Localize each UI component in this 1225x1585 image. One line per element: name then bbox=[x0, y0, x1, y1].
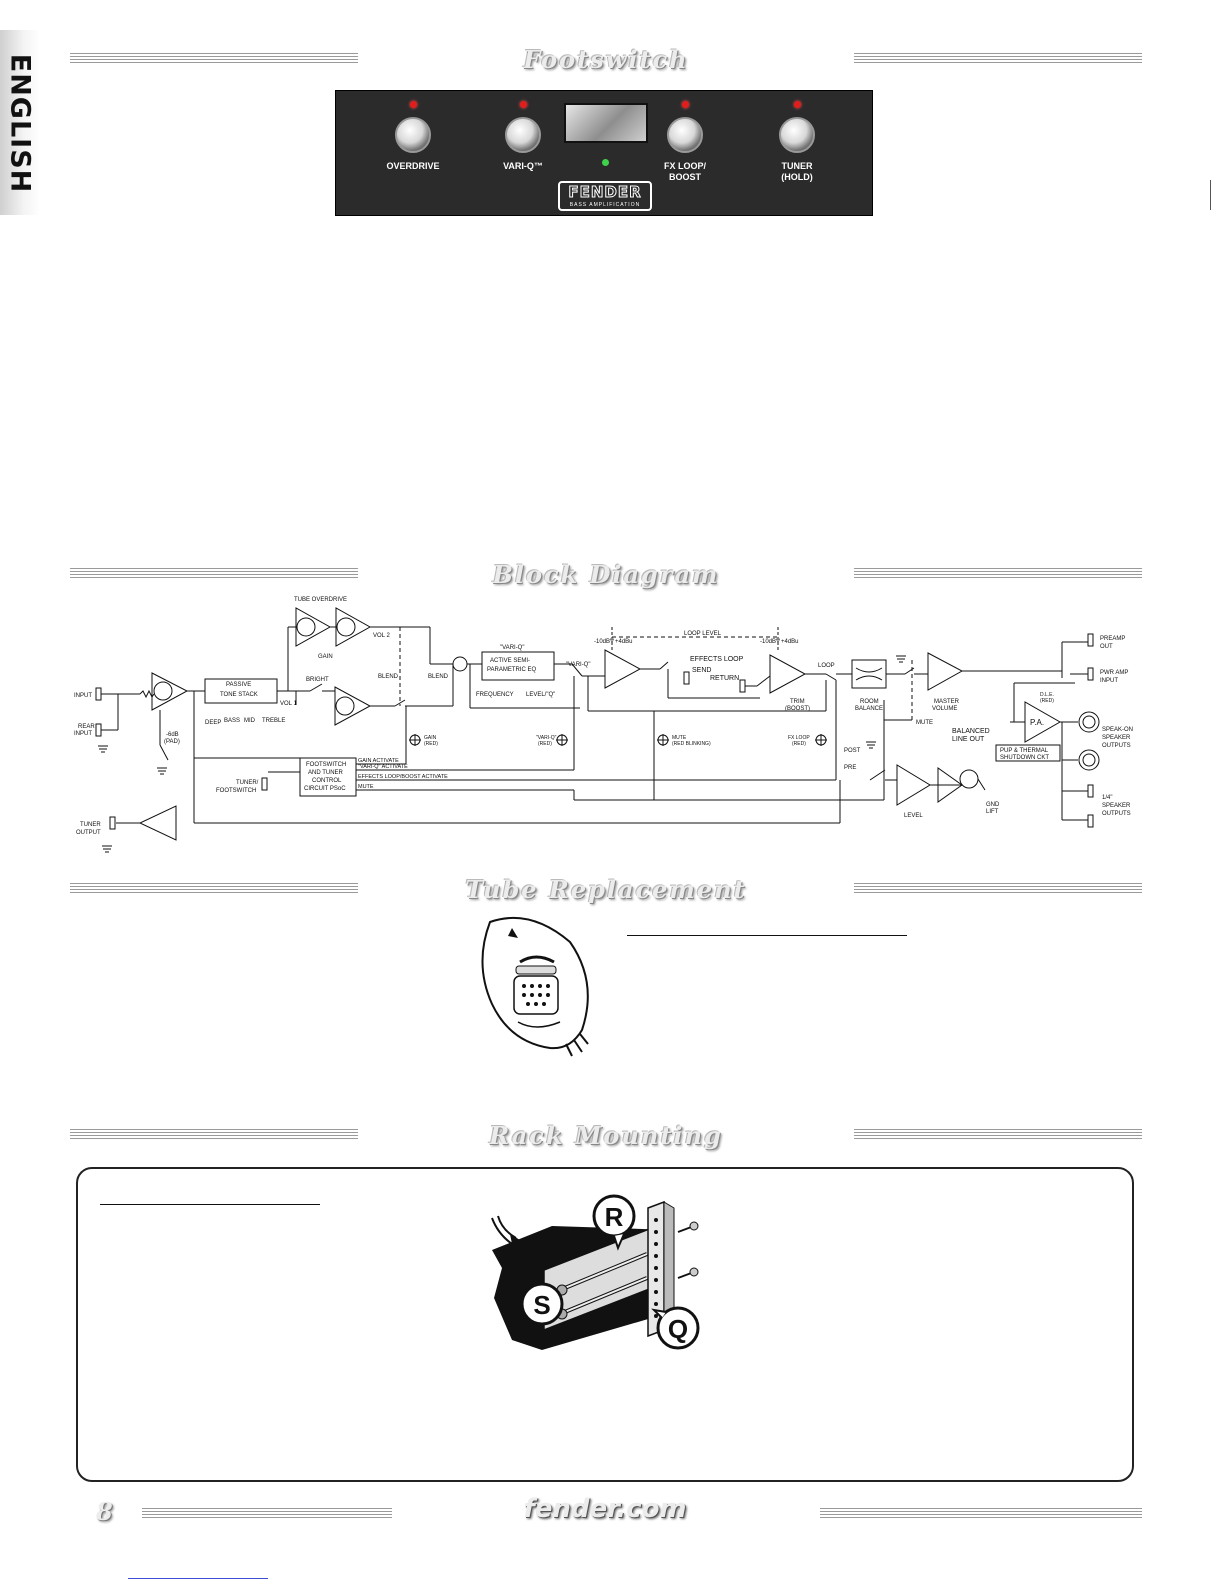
label-thermal-1: PUP & THERMAL bbox=[1000, 748, 1049, 754]
label-fxloop-red-2: (RED) bbox=[792, 741, 806, 747]
label-tuner-out-1: TUNER bbox=[80, 822, 101, 828]
label-gnd-2: LIFT bbox=[986, 809, 999, 815]
label-pad-2: (PAD) bbox=[164, 739, 180, 745]
footswitch-tuner[interactable] bbox=[737, 101, 857, 183]
label-active-eq-1: ACTIVE SEMI- bbox=[490, 658, 531, 664]
rack-illustration bbox=[482, 1190, 712, 1355]
language-label: ENGLISH bbox=[4, 53, 36, 194]
section-title: Block Diagram bbox=[492, 560, 720, 589]
label-quarter-2: SPEAKER bbox=[1102, 803, 1131, 809]
label-mute-line: MUTE bbox=[358, 784, 374, 790]
label-plus4: +4dBu bbox=[615, 639, 633, 645]
label-fxloop-red-1: FX LOOP bbox=[788, 735, 810, 741]
label-fs-ctrl-2: AND TUNER bbox=[308, 770, 343, 776]
label-mid: MID bbox=[244, 718, 255, 724]
label-variq-red-2: (RED) bbox=[538, 741, 552, 747]
label-rear-2: INPUT bbox=[74, 731, 92, 737]
switch-label: OVERDRIVE bbox=[386, 161, 440, 171]
label-passive-2: TONE STACK bbox=[220, 692, 258, 698]
label-variq-activate: "VARI-Q" ACTIVATE bbox=[358, 764, 408, 770]
label-vol2: VOL 2 bbox=[373, 633, 390, 639]
callout-r: R bbox=[604, 1202, 624, 1232]
label-gain: GAIN bbox=[318, 654, 333, 660]
label-mute-red-1: MUTE bbox=[672, 735, 687, 741]
label-master-2: VOLUME bbox=[932, 706, 958, 712]
label-rear-1: REAR bbox=[78, 724, 95, 730]
label-room-1: ROOM bbox=[860, 699, 879, 705]
label-quarter-1: 1/4" bbox=[1102, 795, 1113, 801]
label-post: POST bbox=[844, 748, 861, 754]
power-led bbox=[602, 159, 609, 166]
label-room-2: BALANCE bbox=[855, 706, 884, 712]
section-title: Rack Mounting bbox=[489, 1121, 723, 1150]
label-gain-activate: GAIN ACTIVATE bbox=[358, 758, 399, 764]
page-edge-mark bbox=[1210, 180, 1211, 210]
label-variq-header: "VARI-Q" bbox=[500, 645, 525, 651]
switch-button[interactable] bbox=[667, 117, 703, 153]
label-pwr-1: PWR AMP bbox=[1100, 670, 1129, 676]
section-title: Tube Replacement bbox=[465, 875, 747, 904]
label-dle-2: (RED) bbox=[1040, 698, 1054, 704]
section-header-tube-replacement bbox=[70, 875, 1142, 905]
divider-line bbox=[627, 935, 907, 936]
label-mute: MUTE bbox=[916, 720, 933, 726]
label-send: SEND bbox=[692, 667, 712, 674]
label-plus4b: +4dBu bbox=[781, 639, 799, 645]
label-passive-1: PASSIVE bbox=[226, 682, 252, 688]
label-trim-1: TRIM bbox=[790, 699, 805, 705]
fender-logo: FENDER BASS AMPLIFICATION bbox=[558, 181, 652, 211]
footer-rule-left bbox=[142, 1508, 392, 1518]
label-minus10: -10dBV bbox=[594, 639, 615, 645]
label-tuner-fs-1: TUNER/ bbox=[236, 780, 259, 786]
label-fs-ctrl-3: CONTROL bbox=[312, 778, 342, 784]
label-loop: LOOP bbox=[818, 663, 835, 669]
led-indicator bbox=[520, 101, 527, 108]
label-level: LEVEL bbox=[904, 813, 923, 819]
section-title: Footswitch bbox=[523, 45, 689, 74]
label-effects-activate: EFFECTS LOOP/BOOST ACTIVATE bbox=[358, 774, 448, 780]
label-treble: TREBLE bbox=[262, 718, 286, 724]
section-header-rack-mounting bbox=[70, 1121, 1142, 1151]
label-speakon-2: SPEAKER bbox=[1102, 735, 1131, 741]
switch-label: FX LOOP/ BOOST bbox=[663, 161, 706, 182]
led-indicators bbox=[409, 734, 827, 746]
label-blend-1: BLEND bbox=[378, 674, 399, 680]
language-tab bbox=[0, 30, 40, 215]
section-header-footswitch bbox=[70, 45, 1142, 75]
label-variq-out: "VARI-Q" bbox=[566, 662, 591, 668]
label-mute-red-2: (RED BLINKING) bbox=[672, 741, 711, 747]
label-tuner-fs-2: FOOTSWITCH bbox=[216, 788, 257, 794]
label-bright: BRIGHT bbox=[306, 677, 329, 683]
footer-website[interactable]: fender.com bbox=[523, 1494, 687, 1524]
section-header-block-diagram bbox=[70, 560, 1142, 590]
label-balanced-2: LINE OUT bbox=[952, 736, 985, 743]
label-preamp-1: PREAMP bbox=[1100, 636, 1126, 642]
label-input: INPUT bbox=[74, 693, 92, 699]
block-diagram bbox=[0, 590, 1225, 855]
label-quarter-3: OUTPUTS bbox=[1102, 811, 1131, 817]
led-indicator bbox=[794, 101, 801, 108]
footer-rule-right bbox=[820, 1508, 1142, 1518]
bottom-link-underline[interactable] bbox=[128, 1578, 268, 1579]
tube-illustration bbox=[470, 912, 600, 1060]
label-master-1: MASTER bbox=[934, 699, 960, 705]
divider-line bbox=[100, 1204, 320, 1205]
label-frequency: FREQUENCY bbox=[476, 692, 514, 698]
led-indicator bbox=[682, 101, 689, 108]
switch-button[interactable] bbox=[505, 117, 541, 153]
label-thermal-2: SHUTDOWN CKT bbox=[1000, 755, 1049, 761]
label-preamp-2: OUT bbox=[1100, 644, 1113, 650]
label-speakon-1: SPEAK-ON bbox=[1102, 727, 1134, 733]
label-effects-loop: EFFECTS LOOP bbox=[690, 656, 744, 663]
label-minus10b: -10dBV bbox=[760, 639, 781, 645]
label-deep: DEEP bbox=[205, 720, 222, 726]
switch-label: VARI-Q™ bbox=[503, 161, 543, 171]
label-speakon-3: OUTPUTS bbox=[1102, 743, 1131, 749]
switch-button[interactable] bbox=[779, 117, 815, 153]
switch-label: TUNER (HOLD) bbox=[781, 161, 813, 182]
footswitch-overdrive[interactable] bbox=[353, 101, 473, 172]
label-pre: PRE bbox=[844, 765, 857, 771]
label-variq-red-1: "VARI-Q" bbox=[536, 735, 557, 741]
label-tube-overdrive: TUBE OVERDRIVE bbox=[294, 597, 348, 603]
label-balanced-1: BALANCED bbox=[952, 728, 990, 735]
label-bass: BASS bbox=[224, 718, 241, 724]
label-gain-red-1: GAIN bbox=[424, 735, 437, 741]
label-tuner-out-2: OUTPUT bbox=[76, 830, 101, 836]
label-pad-1: -6dB bbox=[166, 732, 179, 738]
label-pa: P.A. bbox=[1030, 718, 1045, 727]
label-fs-ctrl-1: FOOTSWITCH bbox=[306, 762, 347, 768]
label-gain-red-2: (RED) bbox=[424, 741, 438, 747]
label-loop-level: LOOP LEVEL bbox=[684, 631, 721, 637]
label-pwr-2: INPUT bbox=[1100, 678, 1118, 684]
label-level-q: LEVEL/"Q" bbox=[526, 692, 556, 698]
label-trim-2: (BOOST) bbox=[785, 706, 810, 712]
label-dle-1: D.L.E. bbox=[1040, 692, 1054, 698]
label-active-eq-2: PARAMETRIC EQ bbox=[487, 667, 537, 673]
callout-q: Q bbox=[667, 1314, 689, 1344]
label-blend-2: BLEND bbox=[428, 674, 449, 680]
label-return: RETURN bbox=[710, 675, 740, 682]
footswitch-panel bbox=[335, 90, 873, 216]
label-gnd-1: GND bbox=[986, 802, 1000, 808]
switch-button[interactable] bbox=[395, 117, 431, 153]
led-indicator bbox=[410, 101, 417, 108]
callout-s: S bbox=[533, 1290, 551, 1320]
label-fs-ctrl-4: CIRCUIT PSoC bbox=[304, 786, 346, 792]
label-vol1: VOL 1 bbox=[280, 701, 297, 707]
page-number: 8 bbox=[96, 1497, 113, 1526]
footswitch-fx-loop-boost[interactable] bbox=[625, 101, 745, 183]
